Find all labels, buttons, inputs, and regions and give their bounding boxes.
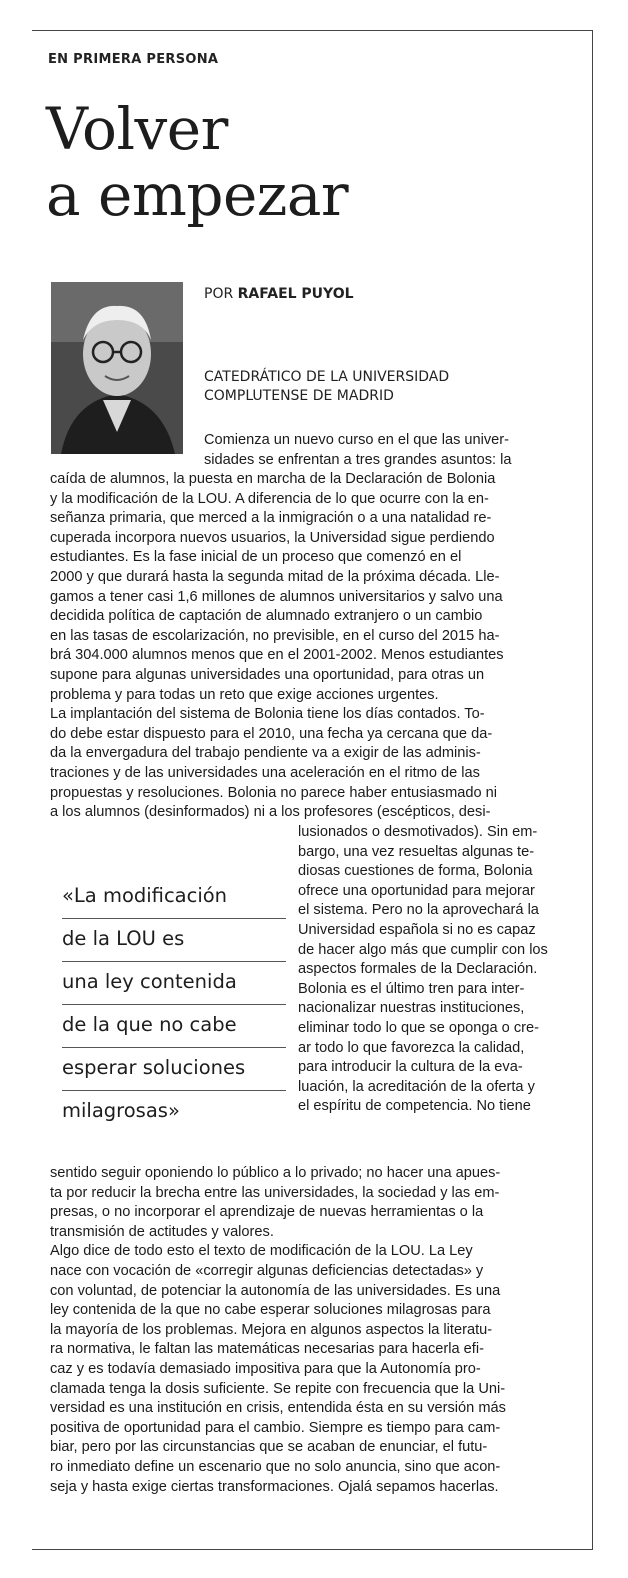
text-line: transmisión de actitudes y valores. <box>50 1223 274 1240</box>
text-line: propuestas y resoluciones. Bolonia no parece haber entusiasmado ni <box>50 784 498 801</box>
text-line: problema y para todas un reto que exige acciones urgentes. <box>50 686 439 703</box>
text-line: señanza primaria, que merced a la inmigración o a una natalidad re- <box>50 510 492 527</box>
pull-quote <box>62 876 286 1133</box>
text-line: luación, la acreditación de la oferta y <box>298 1078 535 1095</box>
portrait-image <box>51 282 183 454</box>
text-line: traciones y de las universidades una aceleración en el ritmo de las <box>50 764 480 781</box>
text-line: caz y es todavía demasiado impositiva para que la Autonomía pro- <box>50 1360 481 1377</box>
pull-quote-line: una ley contenida <box>62 962 286 1005</box>
text-line: para introducir la cultura de la eva- <box>298 1059 523 1076</box>
text-line: decidida política de captación de alumnado extranjero o un cambio <box>50 608 483 625</box>
text-line: Algo dice de todo esto el texto de modificación de la LOU. La Ley <box>50 1243 473 1260</box>
author-photo <box>51 282 183 454</box>
pull-quote-line: milagrosas» <box>62 1099 180 1122</box>
text-line: ro inmediato define un escenario que no solo anuncia, sino que acon- <box>50 1458 501 1475</box>
text-line: el sistema. Pero no la aprovechará la <box>298 902 539 919</box>
side-column-text <box>298 823 548 1117</box>
pull-quote-line: «La modificación <box>62 876 286 919</box>
text-line: caída de alumnos, la puesta en marcha de la Declaración de Bolonia <box>50 471 496 487</box>
text-line: estudiantes. Es la fase inicial de un proceso que comenzó en el <box>50 549 462 566</box>
text-line: el espíritu de competencia. No tiene <box>298 1098 531 1115</box>
body-paragraph-3 <box>50 1164 506 1497</box>
pull-quote-line: esperar soluciones <box>62 1048 286 1091</box>
text-line: en las tasas de escolarización, no previsible, en el curso del 2015 ha- <box>50 627 500 644</box>
text-line: sentido seguir oponiendo lo público a lo privado; no hacer una apues- <box>50 1165 501 1181</box>
text-line: positiva de oportunidad para el cambio. Siempre es tiempo para cam- <box>50 1419 501 1436</box>
text-line: supone para algunas universidades una oportunidad, para otras un <box>50 666 485 683</box>
section-label: EN PRIMERA PERSONA <box>48 52 219 67</box>
text-line: eliminar todo lo que se oponga o cre- <box>298 1019 539 1036</box>
text-line: ta por reducir la brecha entre las universidades, la sociedad y las em- <box>50 1184 500 1201</box>
text-line: diosas cuestiones de forma, Bolonia <box>298 863 533 880</box>
text-line: biar, pero por las circunstancias que se acaban de enunciar, el futu- <box>50 1439 488 1456</box>
text-line: 2000 y que durará hasta la segunda mitad de la próxima década. Lle- <box>50 568 500 585</box>
headline <box>46 96 566 228</box>
text-line: gamos a tener casi 1,6 millones de alumnos universitarios y salvo una <box>50 588 503 605</box>
byline-prefix: POR <box>204 286 234 302</box>
text-line: a los alumnos (desinformados) ni a los profesores (escépticos, desi- <box>50 804 491 821</box>
headline-line: a empezar <box>46 161 349 229</box>
text-line: de hacer algo más que cumplir con los <box>298 941 548 958</box>
text-line: sidades se enfrentan a tres grandes asuntos: la <box>204 451 512 468</box>
text-line: con voluntad, de potenciar la autonomía de las universidades. Es una <box>50 1282 501 1299</box>
text-line: lusionados o desmotivados). Sin em- <box>298 824 538 840</box>
text-line: clamada tenga la dosis suficiente. Se repite con frecuencia que la Uni- <box>50 1380 506 1397</box>
pull-quote-line: de la LOU es <box>62 919 286 962</box>
credential-line: COMPLUTENSE DE MADRID <box>204 388 394 404</box>
text-line: nace con vocación de «corregir algunas deficiencias detectadas» y <box>50 1262 484 1279</box>
text-line: ley contenida de la que no cabe esperar soluciones milagrosas para <box>50 1302 491 1319</box>
text-line: presas, o no incorporar el aprendizaje de nuevas herramientas o la <box>50 1204 484 1221</box>
text-line: Universidad española si no es capaz <box>298 921 536 938</box>
text-line: la mayoría de los problemas. Mejora en algunos aspectos la literatu- <box>50 1321 493 1338</box>
body-paragraph-1 <box>50 470 504 823</box>
text-line: y la modificación de la LOU. A diferencia de lo que ocurre con la en- <box>50 490 489 507</box>
intro-text <box>204 431 511 470</box>
text-line: nacionalizar nuestras instituciones, <box>298 1000 525 1017</box>
pull-quote-line: de la que no cabe <box>62 1005 286 1048</box>
text-line: seja y hasta exige ciertas transformaciones. Ojalá sepamos hacerlas. <box>50 1478 499 1495</box>
text-line: versidad es una institución en crisis, entendida ésta en su versión más <box>50 1400 506 1417</box>
text-line: ofrece una oportunidad para mejorar <box>298 882 535 899</box>
text-line: aspectos formales de la Declaración. <box>298 961 538 978</box>
text-line: La implantación del sistema de Bolonia tiene los días contados. To- <box>50 706 485 723</box>
author-name: RAFAEL PUYOL <box>237 286 354 302</box>
headline-line: Volver <box>46 95 228 163</box>
credential-line: CATEDRÁTICO DE LA UNIVERSIDAD <box>204 369 450 385</box>
text-line: ar todo lo que favorezca la calidad, <box>298 1039 525 1056</box>
author-credential <box>204 368 449 406</box>
text-line: Bolonia es el último tren para inter- <box>298 980 525 997</box>
text-line: bargo, una vez resueltas algunas te- <box>298 843 535 860</box>
text-line: ra normativa, le faltan las matemáticas necesarias para hacerla efi- <box>50 1341 484 1358</box>
text-line: do debe estar dispuesto para el 2010, una fecha ya cercana que da- <box>50 725 493 742</box>
text-line: cuperada incorpora nuevos usuarios, la Universidad sigue perdiendo <box>50 529 495 546</box>
text-line: Comienza un nuevo curso en el que las univer- <box>204 432 510 448</box>
text-line: brá 304.000 alumnos menos que en el 2001-2002. Menos estudiantes <box>50 647 504 664</box>
byline <box>204 286 354 302</box>
text-line: da la envergadura del trabajo pendiente va a exigir de las adminis- <box>50 745 481 762</box>
